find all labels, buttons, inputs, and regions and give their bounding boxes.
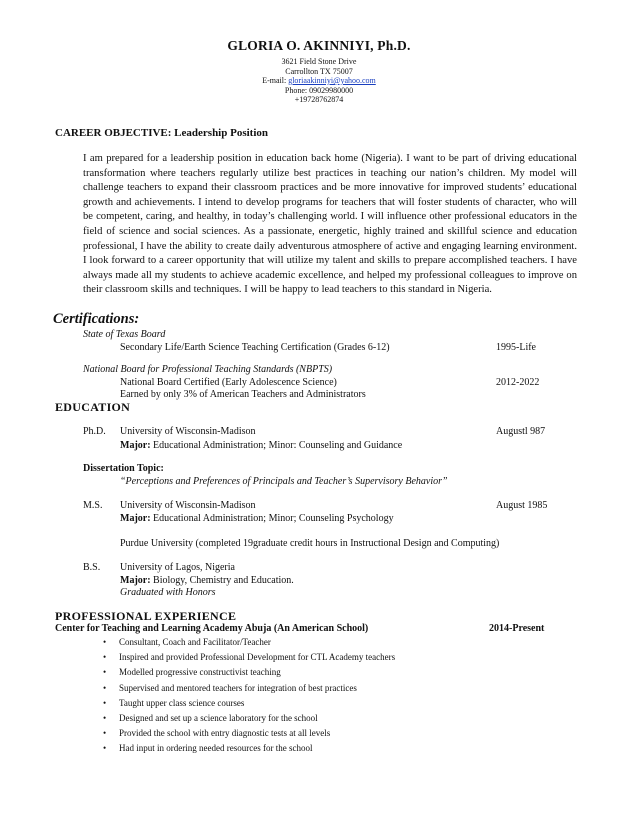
bullet-dot: • [103,713,107,723]
resume-name: GLORIA O. AKINNIYI, Ph.D. [227,38,411,53]
phd-degree: Ph.D. [83,426,106,437]
ms-school: University of Wisconsin-Madison [120,500,256,511]
experience-date: 2014-Present [489,623,545,634]
bs-degree: B.S. [83,562,101,573]
phone-line-1: Phone: 09029980000 [284,86,354,95]
email-link[interactable]: gloriaakinniyi@yahoo.com [288,76,376,85]
purdue-line: Purdue University (completed 19graduate credit hours in Instructional Design and Computing) [120,538,500,549]
cert-nbpts-line-2: Earned by only 3% of American Teachers and Administrators [120,389,366,400]
ms-date: August 1985 [496,500,548,511]
phd-major: Educational Administration; Minor: Counseling and Guidance [150,440,403,451]
bullet-dot: • [103,698,107,708]
experience-bullet: Had input in ordering needed resources for the school [119,743,313,753]
experience-bullet: Provided the school with entry diagnostic tests at all levels [119,728,331,738]
bs-school: University of Lagos, Nigeria [120,562,235,573]
email-label: E-mail: [262,76,289,85]
cert-texas-date: 1995-Life [496,342,536,353]
certifications-heading: Certifications: [53,311,140,327]
cert-issuer-texas: State of Texas Board [83,329,166,340]
address-line-2: Carrollton TX 75007 [285,67,353,76]
experience-bullet: Inspired and provided Professional Development for CTL Academy teachers [119,652,396,662]
phd-major-label: Major: [120,440,151,451]
cert-texas-line: Secondary Life/Earth Science Teaching Certification (Grades 6-12) [120,342,390,353]
cert-nbpts-date: 2012-2022 [496,377,540,388]
dissertation-label: Dissertation Topic: [83,463,164,474]
bullet-dot: • [103,667,107,677]
experience-bullet: Modelled progressive constructivist teaching [119,667,281,677]
objective-paragraph: I am prepared for a leadership position in education back home (Nigeria). I want to be part of driving educational transformation where teachers regularly utilize best practices in teaching our nation’s children. My model will challenge teachers to expand their classroom practices and be more innovative for improved students’ educational growth and achievements. I intend to develop programs for teachers that will foster students of character, who will be competent, caring, and healthy, in today’s challenging world. I will influence other professional educators in the field of science and social sciences. As a passionate, energetic, highly trained and skillful science and education professional, I have the ability to create daily adventurous atmosphere of active and engaging learning environment. I look forward to a career opportunity that will utilize my talent and skills to prepare accomplished teachers. I have always made all my students to achieve academic excellence, and helped my professional colleagues to improve on their classroom skills and techniques. I will be happy to lead teachers to this standard in Nigeria. [83,153,577,296]
cert-issuer-nbpts: National Board for Professional Teaching Standards (NBPTS) [83,364,333,375]
phd-school: University of Wisconsin-Madison [120,426,256,437]
cert-nbpts-line-1: National Board Certified (Early Adolescence Science) [120,377,337,388]
ms-major: Educational Administration; Minor; Counseling Psychology [150,513,394,524]
experience-bullet: Designed and set up a science laboratory for the school [119,713,318,723]
ms-major-label: Major: [120,513,151,524]
bs-major: Biology, Chemistry and Education. [150,575,294,586]
ms-major-line [120,513,394,524]
bullet-dot: • [103,683,107,693]
experience-heading: PROFESSIONAL EXPERIENCE [55,609,237,623]
experience-bullet: Supervised and mentored teachers for integration of best practices [119,683,357,693]
bs-major-line [120,575,294,586]
experience-org: Center for Teaching and Learning Academy Abuja (An American School) [55,623,369,634]
bs-honors: Graduated with Honors [120,587,216,598]
phd-major-line [120,440,402,451]
bullet-dot: • [103,728,107,738]
dissertation-title: “Perceptions and Preferences of Principals and Teacher’s Supervisory Behavior” [120,476,448,487]
bullet-dot: • [103,743,107,753]
bullet-dot: • [103,637,107,647]
experience-bullet: Consultant, Coach and Facilitator/Teacher [119,637,271,647]
ms-degree: M.S. [83,500,103,511]
phd-date: Augustl 987 [496,426,546,437]
experience-bullet: Taught upper class science courses [119,698,245,708]
bullet-dot: • [103,652,107,662]
email-line [0,76,638,86]
bs-major-label: Major: [120,575,151,586]
phone-line-2: +19728762874 [294,95,344,104]
objective-heading: CAREER OBJECTIVE: Leadership Position [55,127,269,139]
address-line-1: 3621 Field Stone Drive [281,57,357,66]
education-heading: EDUCATION [55,400,131,414]
